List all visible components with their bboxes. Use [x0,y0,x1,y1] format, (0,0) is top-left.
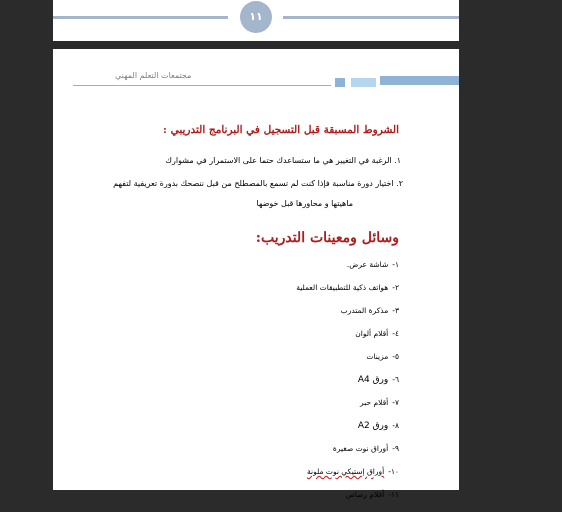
header-block-medium [351,78,376,87]
page-header-text: مجتمعات التعلم المهني [115,71,192,80]
list-item: ٢-هواتف ذكية للتطبيقات العملية [296,283,399,292]
spellcheck-underline: أوراق إستيكي نوت ملونة [307,467,385,476]
list-item: ٦-ورق A4 [357,375,399,385]
list-item: ١٠-أوراق إستيكي نوت ملونة [307,467,399,476]
condition-line: ماهيتها و محاورها قبل خوضها [256,199,353,208]
list-item: ٥-مزينات [366,352,399,361]
list-item: ١١-أقلام رصاص [345,490,399,499]
section-heading-training-aids: وسائل ومعينات التدريب: [255,230,399,246]
page-number-rule-right [283,16,459,19]
section-heading-prerequisites: الشروط المسبقة قبل التسجيل في البرنامج التدريبي : [163,124,399,136]
document-page [53,49,459,499]
list-item: ١-شاشة عرض. [346,260,399,269]
condition-line: ١. الرغبة في التغيير هي ما ستساعدك حتما على الاستمرار في مشوارك [165,156,401,165]
header-block-large [380,76,459,85]
training-aids-list [296,259,399,512]
list-item: ٣-مذكرة المتدرب [340,306,399,315]
page-number-badge: ١١ [240,1,272,33]
list-item: ٧-أقلام حبر [360,398,399,407]
page-number-rule-left [53,16,228,19]
list-item: ٨-ورق A2 [357,421,399,431]
previous-page-bottom [53,0,459,41]
condition-line: ٢. اختيار دورة مناسبة فإذا كنت لم تسمع بالمصطلح من قبل ننصحك بدورة تعريفية لتفهم [113,179,403,188]
header-rule [73,85,331,86]
list-item: ٤-أقلام ألوان [355,329,399,338]
header-block-small [335,78,345,87]
list-item: ٩-أوراق نوت صغيرة [332,444,399,453]
